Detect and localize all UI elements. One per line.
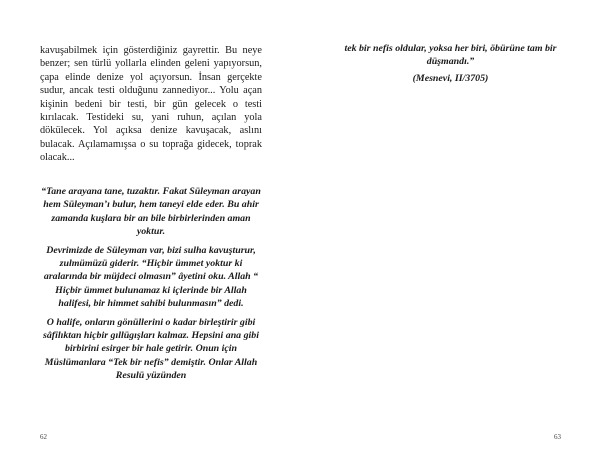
quote-paragraph: Devrimizde de Süleyman var, bizi sulha kavuşturur, zulmümüzü giderir. “Hiçbir ümmet yoktur ki aralarında bir müjdeci olmasın” âyetini oku. Allah “ Hiçbir ümmet bulunamaz ki içlerinde bir Allah halifesi, bir himmet sahibi bulunmasın” dedi. bbox=[43, 244, 259, 310]
quote-line: tek bir nefis oldular, yoksa her biri, öbürüne tam bir düşmandı.” bbox=[344, 43, 557, 68]
mesnevi-quote bbox=[40, 185, 262, 388]
right-page bbox=[300, 0, 600, 463]
quote-continuation bbox=[328, 42, 573, 88]
body-paragraph: kavuşabilmek için gösterdiğiniz gayrettir. Bu neye benzer; sen türlü yollarla elinden geleni yapıyorsun, çapa elinde denize yol açıyorsun. İnsan gerçekte sudur, ancak testi olduğunu zannediyor... Yolu açan kişinin bedeni bir testi, bir gün gelecek o testi kırılacak. Testideki su, yani ruhun, açılan yola dökülecek. Yol açıksa denize kavuşacak, aslını bulacak. Açılamamışsa o su toprağa gidecek, toprak olacak... bbox=[40, 45, 262, 164]
page-number: 62 bbox=[40, 433, 47, 441]
quote-citation: (Mesnevi, II/3705) bbox=[412, 72, 489, 84]
page-number: 63 bbox=[554, 433, 561, 441]
quote-paragraph: “Tane arayana tane, tuzaktır. Fakat Süleyman arayan hem Süleyman’ı bulur, hem taneyi elde eder. Bu ahir zamanda kuşlara bir an bile birbirlerinden aman yoktur. bbox=[41, 186, 261, 238]
quote-paragraph: O halife, onların gönüllerini o kadar birleştirir gibi sâfîlıktan hiçbir gıllügışları kalmaz. Hepsini ana gibi birbirini esirger bir hale getirir. Onun için Müslümanlara “Tek bir nefis” demiştir. Onlar Allah Resulü yüzünden bbox=[43, 316, 259, 382]
